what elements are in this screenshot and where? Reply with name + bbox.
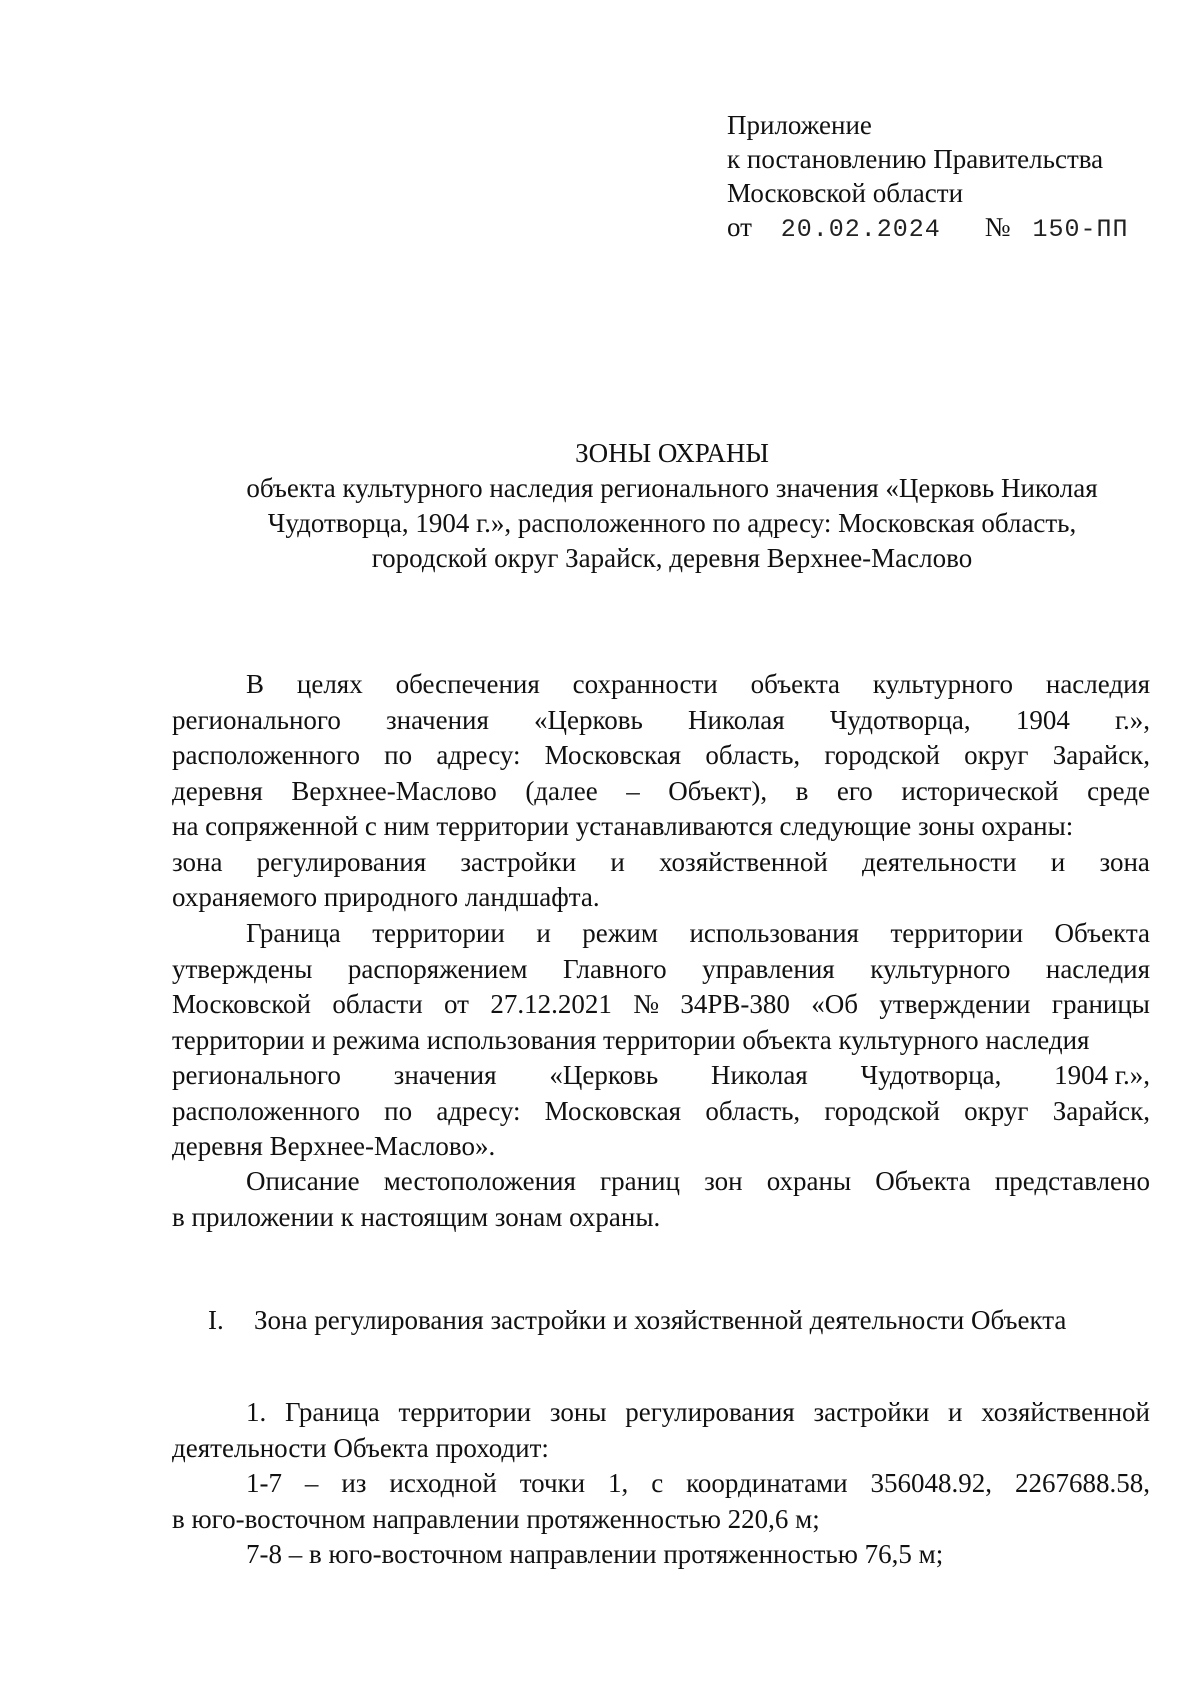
word: область, [705,740,801,770]
word: Зарайск, [1052,1095,1150,1126]
word: среде [1087,775,1150,806]
paragraph-2-line-6 [172,1094,1150,1130]
word: 1904 [1015,704,1070,735]
word: Описание [246,1166,360,1196]
word: по [384,740,413,770]
word: культурного [870,953,1011,984]
annex-number: 150-ПП [1032,215,1129,244]
paragraph-2-line-4: территории и режима использования территории объекта культурного наследия [172,1024,1090,1055]
paragraph-2-line-3 [172,987,1150,1023]
word: наследия [1045,953,1150,984]
segment-7-8 [172,1537,1150,1573]
word: Объекта [1054,918,1150,948]
word: из [341,1468,367,1498]
word: с [651,1468,664,1498]
word: его [836,775,873,806]
paragraph-3 [172,1164,1150,1235]
word: утверждении [879,989,1031,1019]
item-1-line-1 [172,1395,1150,1431]
section-1-title: Зона регулирования застройки и хозяйственной деятельности Объекта [254,1305,1067,1335]
word: наследия [1045,669,1150,699]
word: зона [172,846,223,877]
word: застройки [460,846,577,877]
word: застройки [813,1397,930,1427]
word: Верхнее-Маслово [291,775,497,806]
word: округ [964,740,1029,770]
segment-1-7-line-1 [172,1466,1150,1502]
word: расположенного [172,1095,360,1126]
word: обеспечения [395,669,540,699]
word: по [384,1095,413,1126]
annex-date-line [727,210,1129,247]
word: Объекта [875,1166,971,1196]
document-title [172,436,1172,576]
paragraph-2-line-7: деревня Верхнее-Маслово». [172,1131,496,1161]
word: Николая [711,1060,808,1090]
paragraph-2 [172,916,1150,1165]
word: Московской [172,989,312,1019]
word: регулирования [625,1397,795,1427]
word: охраны [766,1166,852,1196]
word: использования [689,918,859,948]
word: расположенного [172,740,360,770]
word: 356048.92, [870,1468,993,1498]
word: «Об [811,989,859,1019]
section-1-number: I. [208,1305,224,1335]
word: Чудотворца, [860,1060,1002,1090]
word: «Церковь [534,704,643,735]
word: точки [519,1468,586,1498]
word: зона [1099,846,1150,877]
word: территории [890,918,1024,948]
word: и [536,918,551,948]
annex-line-3: Московской области [727,178,964,208]
paragraph-2-line-1 [172,916,1150,952]
word: 27.12.2021 [490,989,612,1019]
word: 1904 г.», [1054,1060,1150,1090]
annex-date: 20.02.2024 [780,215,941,244]
word: значения [393,1060,497,1090]
word: регионального [172,704,341,735]
word: 1. [246,1397,267,1427]
word: 1, [608,1468,629,1498]
annex-line-2: к постановлению Правительства [727,144,1104,174]
paragraph-1-line-6 [172,845,1150,881]
paragraph-3-line-1 [172,1164,1150,1200]
word: регулирования [256,846,427,877]
paragraph-2-line-5 [172,1058,1150,1094]
word: культурного [872,669,1013,699]
word: адресу: [436,740,521,770]
word: Московская [544,740,682,770]
word: Николая [688,704,785,735]
word: координатами [686,1468,848,1498]
segment-1-7 [172,1466,1150,1537]
word: в [795,775,809,806]
word: режим [582,918,658,948]
word: области [332,989,423,1019]
word: – [626,775,640,806]
word: (далее [525,775,598,806]
segment-1-7-line-2: в юго-восточном направлении протяженностью 220,6 м; [172,1503,820,1534]
word: «Церковь [549,1060,659,1090]
word: местоположения [383,1166,576,1196]
word: адресу: [436,1095,521,1126]
annex-header [727,108,1129,247]
word: зоны [549,1397,607,1427]
word: границы [1051,989,1150,1019]
title-subtitle-2: Чудотворца, 1904 г.», расположенного по адресу: Московская область, [267,508,1077,538]
segment-7-8-line-1: 7-8 – в юго-восточном направлении протяженностью 76,5 м; [246,1539,944,1569]
word: 34РВ-380 [680,989,790,1019]
word: зон [704,1166,743,1196]
word: хозяйственной [659,846,828,877]
word: объекта [750,669,841,699]
word: Главного [562,953,667,984]
word: значения [385,704,489,735]
word: деятельности [862,846,1017,877]
paragraph-2-line-2 [172,952,1150,988]
word: – [304,1468,319,1498]
word: г.», [1114,704,1150,735]
word: городской [824,740,940,770]
paragraph-1-line-5: на сопряженной с ним территории устанавливаются следующие зоны охраны: [172,811,1074,841]
title-subtitle-3: городской округ Зарайск, деревня Верхнее-Маслово [371,543,973,573]
word: и [610,846,625,877]
paragraph-1-line-2 [172,703,1150,739]
word: Объект), [668,775,768,806]
annex-from-label: от [727,212,752,242]
word: от [444,989,469,1019]
word: сохранности [572,669,718,699]
title-subtitle-1: объекта культурного наследия регионального значения «Церковь Николая [246,473,1098,503]
word: и [948,1397,963,1427]
word: утверждены [172,953,313,984]
paragraph-1 [172,667,1150,916]
word: управления [702,953,835,984]
word: распоряжением [347,953,528,984]
word: Граница [246,918,341,948]
word: границ [600,1166,680,1196]
word: № [633,989,659,1019]
annex-number-sign: № [984,212,1011,242]
word: исторической [901,775,1059,806]
paragraph-1-line-7: охраняемого природного ландшафта. [172,882,600,912]
word: территории [398,1397,532,1427]
item-1 [172,1395,1150,1466]
word: территории [372,918,505,948]
title-heading: ЗОНЫ ОХРАНЫ [575,438,769,468]
word: и [1050,846,1066,877]
word: 1-7 [246,1468,282,1498]
word: Чудотворца, [829,704,971,735]
section-1-heading [208,1303,1066,1338]
word: округ [964,1095,1029,1126]
annex-line-1: Приложение [727,110,872,140]
word: городской [824,1095,940,1126]
word: 2267688.58, [1014,1468,1150,1498]
word: Граница [285,1397,380,1427]
word: исходной [389,1468,497,1498]
item-1-line-2: деятельности Объекта проходит: [172,1432,549,1463]
word: Московская [544,1095,682,1126]
word: область, [705,1095,801,1126]
word: Зарайск, [1052,740,1150,770]
word: регионального [172,1060,341,1090]
paragraph-1-line-4 [172,774,1150,810]
word: целях [296,669,363,699]
word: хозяйственной [981,1397,1150,1427]
word: представлено [994,1166,1150,1196]
paragraph-3-line-2: в приложении к настоящим зонам охраны. [172,1201,661,1232]
word: деревня [172,775,263,806]
paragraph-1-line-3 [172,738,1150,774]
paragraph-1-line-1 [172,667,1150,703]
word: В [246,669,265,699]
